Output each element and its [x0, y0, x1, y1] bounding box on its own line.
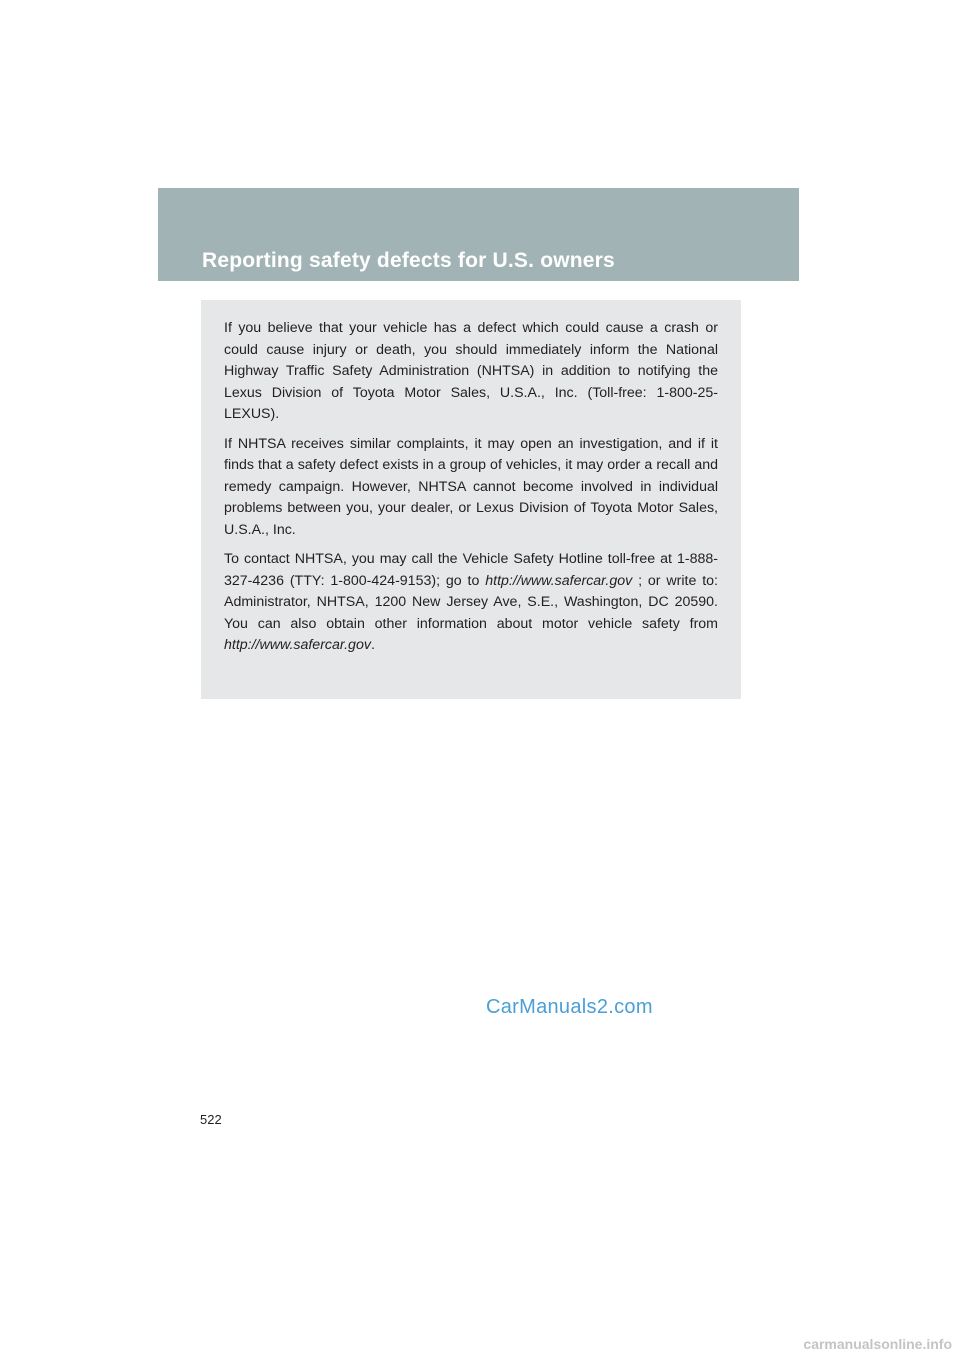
watermark-carmanualsonline: carmanualsonline.info	[803, 1336, 952, 1352]
section-header-band	[158, 188, 799, 281]
page-number: 522	[200, 1112, 222, 1127]
notice-paragraph-2: If NHTSA receives similar complaints, it may open an investigation, and if it finds that a safety defect exists in a group of vehicles, it may order a recall and remedy campaign. However, NHTSA cannot become involved in individual problems between you, your dealer, or Lexus Division of Toyota Motor Sales, U.S.A., Inc.	[224, 435, 718, 538]
notice-box	[201, 300, 741, 699]
contact-text-3: .	[370, 637, 375, 653]
watermark-carmanuals2: CarManuals2.com	[486, 996, 653, 1018]
contact-text-1: To contact NHTSA, you may call the Vehicle Safety Hotline toll-free at 1-888-327-4236 (TTY: 1-800-424-9153); go to	[224, 551, 718, 589]
safercar-link-2[interactable]: http://www.safercar.gov	[224, 637, 371, 653]
contact-text-2: ; or write to: Administrator, NHTSA, 1200 New Jersey Ave, S.E., Washington, DC 20590. You can also obtain other information about motor vehicle safety from	[224, 572, 718, 632]
notice-paragraph-1: If you believe that your vehicle has a defect which could cause a crash or could cause injury or death, you should immediately inform the National Highway Traffic Safety Administration (NHTSA) in addition to notifying the Lexus Division of Toyota Motor Sales, U.S.A., Inc. (Toll-free: 1-800-25-LEXUS).	[224, 320, 718, 422]
section-title: Reporting safety defects for U.S. owners	[202, 249, 615, 272]
safercar-link-1[interactable]: http://www.safercar.gov	[485, 572, 633, 589]
notice-paragraph-3	[224, 549, 718, 657]
